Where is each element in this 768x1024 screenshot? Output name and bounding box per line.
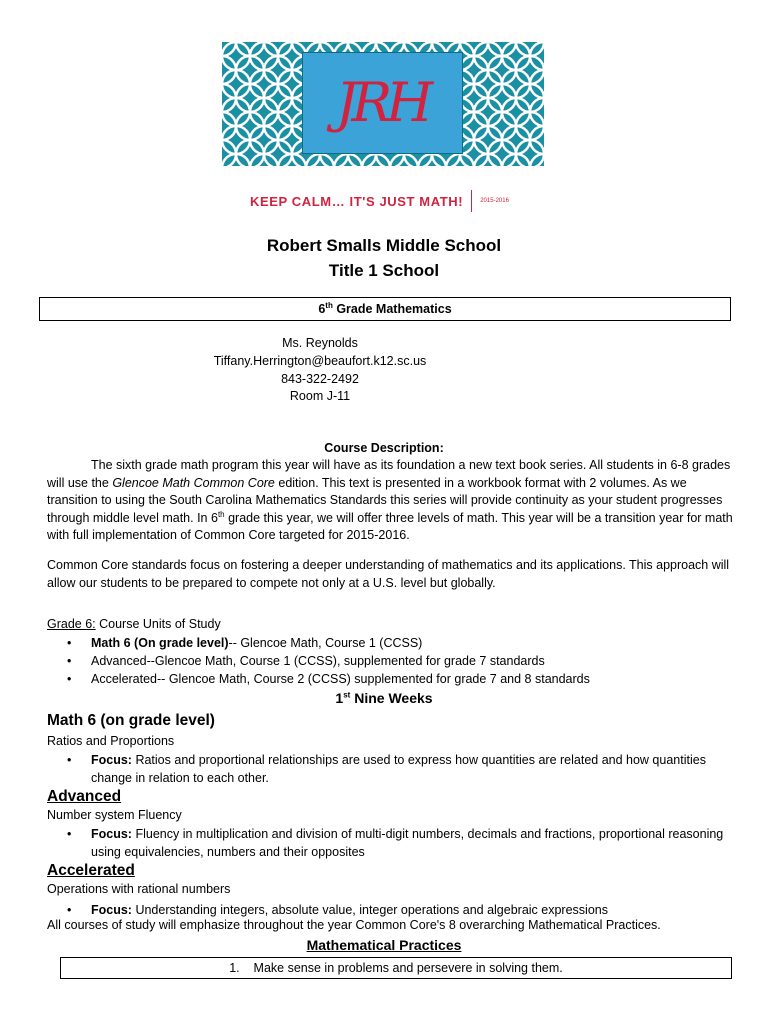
list-item xyxy=(47,634,737,652)
focus-label: Focus: xyxy=(91,753,132,767)
school-subtitle: Title 1 School xyxy=(328,261,440,280)
school-name: Robert Smalls Middle School xyxy=(266,236,502,255)
list-item xyxy=(47,751,747,787)
practices-note: All courses of study will emphasize throughout the year Common Core's 8 overarching Mathematical Practices. xyxy=(47,918,661,932)
unit-text: -- Glencoe Math, Course 1 (CCSS) xyxy=(228,636,423,650)
logo-banner xyxy=(222,42,544,166)
nine-weeks-number: 1 xyxy=(335,690,344,706)
teacher-email[interactable]: Tiffany.Herrington@beaufort.k12.sc.us xyxy=(213,354,427,368)
math6-topic: Ratios and Proportions xyxy=(47,734,175,748)
grade-number: 6 xyxy=(318,302,326,316)
advanced-heading-text: Advanced xyxy=(47,788,122,805)
focus-text: Ratios and proportional relationships are used to express how quantities are related and how quantities change in relation to each other. xyxy=(91,753,706,785)
p1-part-c: grade this year, we will offer three levels of math. This year will be a transition year for math with full implementation of Common Core targeted for 2015-2016. xyxy=(47,510,733,542)
units-grade-label: Grade 6: xyxy=(47,617,96,631)
units-list xyxy=(47,634,737,688)
math6-heading-text: Math 6 (on grade level) xyxy=(47,712,215,729)
unit-level: Accelerated xyxy=(91,672,158,686)
practices-heading-text: Mathematical Practices xyxy=(306,937,462,953)
focus-label: Focus: xyxy=(91,827,132,841)
practice-item: 1. Make sense in problems and persevere in solving them. xyxy=(229,961,563,975)
p1-sup: th xyxy=(217,509,225,519)
teacher-name: Ms. Reynolds xyxy=(282,336,358,350)
unit-text: --Glencoe Math, Course 1 (CCSS), supplemented for grade 7 standards xyxy=(146,654,545,668)
advanced-topic: Number system Fluency xyxy=(47,808,182,822)
monogram: JRH xyxy=(335,70,428,134)
grade-rest: Grade Mathematics xyxy=(332,302,452,316)
unit-text: -- Glencoe Math, Course 2 (CCSS) supplemented for grade 7 and 8 standards xyxy=(157,672,590,686)
focus-label: Focus: xyxy=(91,903,132,917)
grade-title xyxy=(40,298,730,320)
grade-title-box xyxy=(39,297,731,321)
advanced-heading xyxy=(47,788,121,806)
tagline-divider xyxy=(471,190,472,212)
nine-weeks-sup: st xyxy=(343,690,351,700)
grade-suffix: th xyxy=(325,300,333,310)
nine-weeks-heading xyxy=(0,690,768,706)
course-description-heading: Course Description: xyxy=(324,441,444,455)
common-core-paragraph: Common Core standards focus on fostering a deeper understanding of mathematics and its applications. This approach will allow our students to be prepared to compete not only at a U.S. level but globally. xyxy=(47,558,730,590)
unit-level: Math 6 (On grade level) xyxy=(91,636,229,650)
course-description-paragraph xyxy=(47,457,737,545)
practices-table xyxy=(60,957,732,979)
units-label-rest: Course Units of Study xyxy=(95,617,221,631)
accelerated-focus-list xyxy=(47,901,747,919)
list-item xyxy=(47,901,747,919)
list-item xyxy=(47,825,747,861)
accelerated-heading-text: Accelerated xyxy=(47,862,135,879)
nine-weeks-rest: Nine Weeks xyxy=(350,690,433,706)
accelerated-heading xyxy=(47,862,135,880)
math6-focus-list xyxy=(47,751,747,787)
focus-text: Understanding integers, absolute value, integer operations and algebraic expressions xyxy=(131,903,608,917)
accelerated-topic: Operations with rational numbers xyxy=(47,882,231,896)
list-item xyxy=(47,670,737,688)
practices-heading xyxy=(0,937,768,953)
focus-text: Fluency in multiplication and division of multi-digit numbers, decimals and fractions, proportional reasoning using equivalencies, numbers and their opposites xyxy=(91,827,724,859)
advanced-focus-list xyxy=(47,825,747,861)
tagline-text: KEEP CALM… IT'S JUST MATH! xyxy=(250,193,464,209)
teacher-phone: 843-322-2492 xyxy=(281,372,359,386)
tagline xyxy=(250,186,550,216)
room-number: Room J-11 xyxy=(289,389,351,403)
p1-part-a: The sixth grade math program this year will have as its foundation a new text book series. All students in 6-8 grades will use the xyxy=(47,458,731,490)
p1-part-b: edition. This text is presented in a workbook format with 2 volumes. As we transition to using the South Carolina Mathematics Standards this series will provide continuity as your student progresses through middle level math. In 6 xyxy=(47,475,723,525)
unit-level: Advanced xyxy=(91,654,147,668)
units-heading xyxy=(47,617,737,631)
tagline-year: 2015-2016 xyxy=(480,198,509,204)
math6-heading xyxy=(47,712,215,730)
list-item xyxy=(47,652,737,670)
textbook-title: Glencoe Math Common Core xyxy=(112,475,275,490)
